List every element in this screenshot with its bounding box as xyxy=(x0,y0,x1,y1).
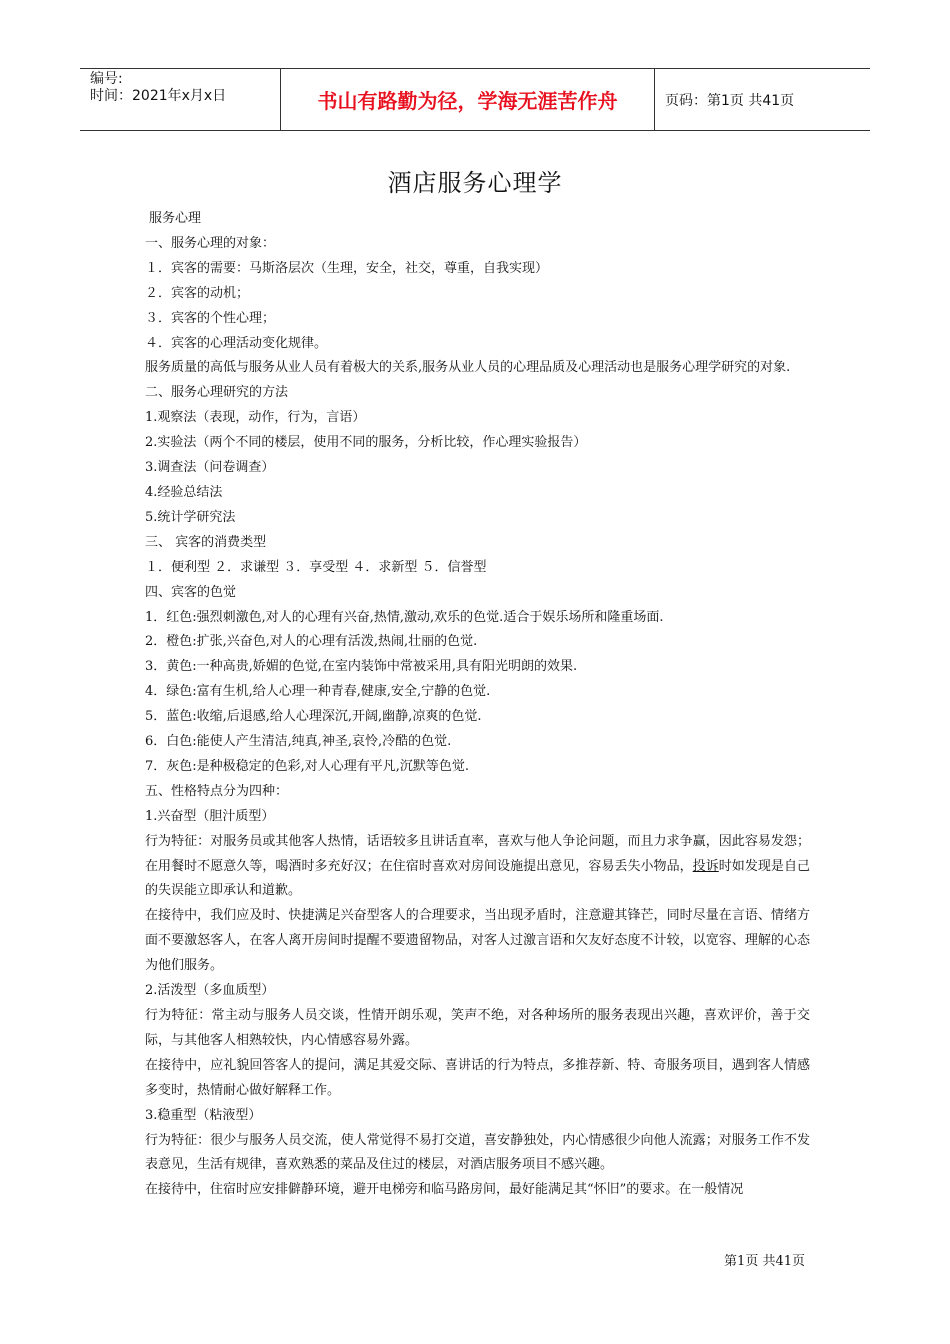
list-item: 2.实验法（两个不同的楼层，使用不同的服务，分析比较，作心理实验报告） xyxy=(145,435,587,451)
paragraph: 行为特征：常主动与服务人员交谈，性情开朗乐观，笑声不绝，对各种场所的服务表现出兴趣，喜欢评价，善于交际，与其他客人相熟较快，内心情感容易外露。 xyxy=(145,1008,810,1048)
list-item: 5.统计学研究法 xyxy=(145,509,236,525)
header-meta xyxy=(80,69,281,130)
list-item: 1.观察法（表现，动作，行为，言语） xyxy=(145,410,366,426)
number-label: 编号: xyxy=(90,71,123,87)
list-item: ３．宾客的个性心理； xyxy=(145,310,276,326)
list-item: 1．红色:强烈刺激色,对人的心理有兴奋,热情,激动,欢乐的色觉.适合于娱乐场所和隆重场面. xyxy=(145,609,664,625)
document-body xyxy=(145,207,810,1203)
time-label: 时间：2021年x月x日 xyxy=(90,88,227,104)
paragraph-text: 行为特征：对服务员或其他客人热情，话语较多且讲话直率，喜欢与他人争论问题，而且力求争赢，因此容易发怨；在用餐时不愿意久等，喝酒时多充好汉；在住宿时喜欢对房间设施提出意见，容易丢失小物品， xyxy=(145,833,810,874)
list-item: １．便利型 ２．求谦型 ３．享受型 ４．求新型 ５．信誉型 xyxy=(145,559,487,575)
header-motto: 书山有路勤为径，学海无涯苦作舟 xyxy=(281,69,655,130)
list-item: 4．绿色:富有生机,给人心理一种青春,健康,安全,宁静的色觉. xyxy=(145,684,491,700)
document-title: 酒店服务心理学 xyxy=(387,169,563,197)
section-heading: 二、服务心理研究的方法 xyxy=(145,385,289,401)
subsection-heading: 2.活泼型（多血质型） xyxy=(145,983,275,999)
list-item: 2．橙色:扩张,兴奋色,对人的心理有活泼,热闹,壮丽的色觉. xyxy=(145,634,478,650)
list-item: 5．蓝色:收缩,后退感,给人心理深沉,开阔,幽静,凉爽的色觉. xyxy=(145,709,482,725)
section-heading: 服务心理 xyxy=(149,211,202,226)
list-item: 3.调查法（问卷调查） xyxy=(145,460,275,476)
section-heading: 五、性格特点分为四种： xyxy=(145,783,289,799)
paragraph: 在接待中，应礼貌回答客人的提问，满足其爱交际、喜讲话的行为特点，多推荐新、特、奇服务项目，遇到客人情感多变时，热情耐心做好解释工作。 xyxy=(145,1057,810,1098)
list-item: １．宾客的需要：马斯洛层次（生理，安全，社交，尊重，自我实现） xyxy=(145,260,549,276)
section-heading: 一、服务心理的对象： xyxy=(145,235,276,251)
list-item: 7．灰色:是种极稳定的色彩,对人心理有平凡,沉默等色觉. xyxy=(145,758,470,774)
paragraph-text: 时如发现是自己的失误能立即承认和道歉。 xyxy=(145,858,810,899)
section-heading: 四、宾客的色觉 xyxy=(145,584,237,600)
paragraph: 在接待中，住宿时应安排僻静环境，避开电梯旁和临马路房间，最好能满足其“怀旧”的要求。在一般情况 xyxy=(145,1182,744,1198)
list-item: 3．黄色:一种高贵,娇媚的色觉,在室内装饰中常被采用,具有阳光明朗的效果. xyxy=(145,659,578,675)
subsection-heading: 1.兴奋型（胆汁质型） xyxy=(145,808,275,824)
list-item: 6．白色:能使人产生清洁,纯真,神圣,哀怜,冷酷的色觉. xyxy=(145,734,452,750)
paragraph xyxy=(145,830,810,905)
section-heading: 三、 宾客的消费类型 xyxy=(145,534,267,550)
page-footer: 第1页 共41页 xyxy=(724,1254,805,1269)
paragraph: 服务质量的高低与服务从业人员有着极大的关系,服务从业人员的心理品质及心理活动也是服务心理学研究的对象. xyxy=(145,360,791,376)
underlined-term: 投诉 xyxy=(692,858,719,874)
list-item: ２．宾客的动机； xyxy=(145,285,250,301)
page-header xyxy=(80,68,870,131)
subsection-heading: 3.稳重型（粘液型） xyxy=(145,1107,262,1123)
list-item: ４．宾客的心理活动变化规律。 xyxy=(145,335,328,351)
paragraph: 在接待中，我们应及时、快捷满足兴奋型客人的合理要求，当出现矛盾时，注意避其锋芒，同时尽量在言语、情绪方面不要激怒客人，在客人离开房间时提醒不要遗留物品，对客人过激言语和欠友好态度不计较，以宽容、理解的心态为他们服务。 xyxy=(145,908,810,974)
list-item: 4.经验总结法 xyxy=(145,484,223,500)
header-page-code: 页码：第1页 共41页 xyxy=(665,92,795,109)
paragraph: 行为特征：很少与服务人员交流，使人常觉得不易打交道，喜安静独处，内心情感很少向他人流露；对服务工作不发表意见，生活有规律，喜欢熟悉的菜品及住过的楼层，对酒店服务项目不感兴趣。 xyxy=(145,1132,810,1173)
